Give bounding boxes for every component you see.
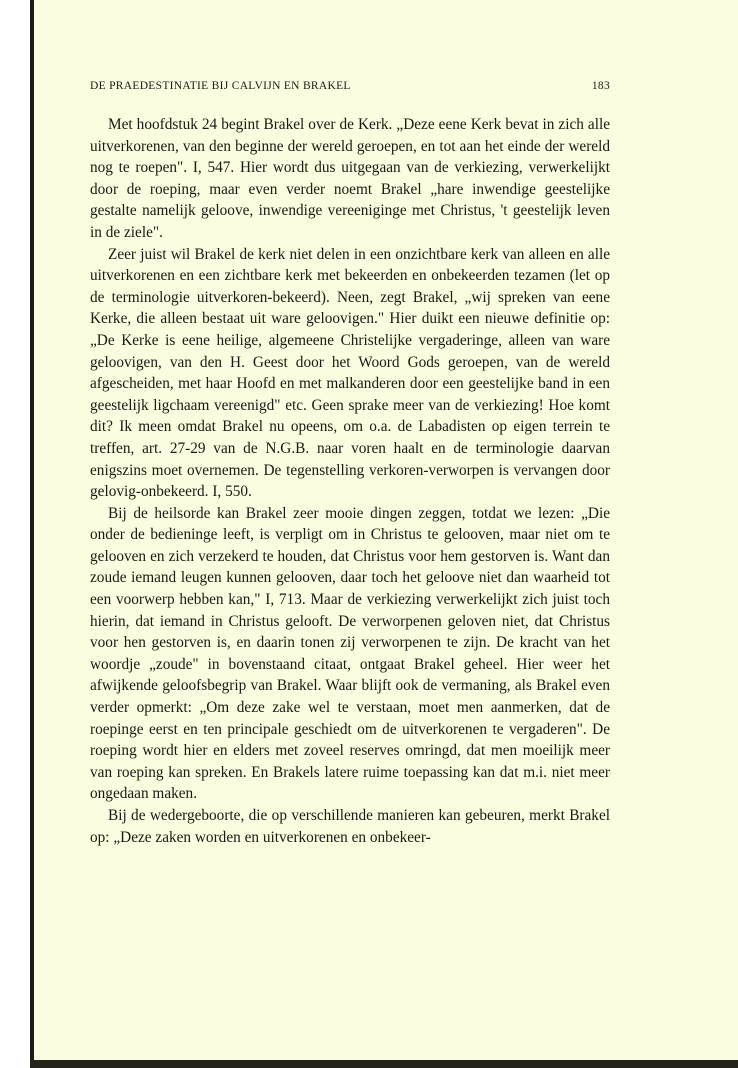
- running-head: [90, 80, 610, 98]
- paragraph: Met hoofdstuk 24 begint Brakel over de Kerk. „Deze eene Kerk bevat in zich alle uitverkorenen, van den beginne der wereld geroepen, en tot aan het einde der wereld nog te roepen". I, 547. Hier wordt dus uitgegaan van de verkiezing, verwerkelijkt door de roeping, maar even verder noemt Brakel „hare inwendige geestelijke gestalte namelijk geloove, inwendige vereeniginge met Christus, 't geestelijk leven in de ziele".: [90, 116, 610, 241]
- paragraph: Bij de wedergeboorte, die op verschillende manieren kan gebeuren, merkt Brakel op: „Deze zaken worden en uitverkorenen en onbekeer-: [90, 807, 610, 846]
- page-number: 183: [591, 80, 610, 92]
- scan-margin: [0, 0, 34, 1068]
- body-text: [90, 114, 610, 848]
- paragraph: Bij de heilsorde kan Brakel zeer mooie dingen zeggen, totdat we lezen: „Die onder de bedieninge leeft, is verpligt om in Christus te gelooven, maar niet om te gelooven en zich verzekerd te houden, dat Christus voor hem gestorven is. Want dan zoude iemand leugen kunnen gelooven, daar toch het geloove niet dan waarheid tot een voorwerp hebben kan," I, 713. Maar de verkiezing verwerkelijkt zich juist toch hierin, dat iemand in Christus gelooft. De verworpenen geloven niet, dat Christus voor hen gestorven is, en daarin tonen zij verworpenen te zijn. De kracht van het woordje „zoude" in bovenstaand citaat, ontgaat Brakel geheel. Hier weer het afwijkende geloofsbegrip van Brakel. Waar blijft ook de vermaning, als Brakel even verder opmerkt: „Om deze zake wel te verstaan, moet men aanmerken, dat de roepinge eerst en ten principale geschiedt om de uitverkorenen te vergaderen". De roeping wordt hier en elders met zoveel reserves omringd, dat men moeilijk meer van roeping kan spreken. En Brakels latere ruime toepassing kan dat m.i. niet meer ongedaan maken.: [90, 504, 610, 803]
- running-title: DE PRAEDESTINATIE BIJ CALVIJN EN BRAKEL: [90, 80, 351, 92]
- scan-border-bottom: [30, 1060, 738, 1068]
- paragraph: Zeer juist wil Brakel de kerk niet delen in een onzichtbare kerk van alleen en alle uitverkorenen en een zichtbare kerk met bekeerden en onbekeerden tezamen (let op de terminologie uitverkoren-bekeerd). Neen, zegt Brakel, „wij spreken van eene Kerke, die alleen bestaat uit ware geloovigen." Hier duikt een nieuwe definitie op: „De Kerke is eene heilige, algemeene Christelijke vergaderinge, alleen van ware geloovigen, van den H. Geest door het Woord Gods geroepen, van de wereld afgescheiden, met haar Hoofd en met malkanderen door een geestelijke band in een geestelijk ligchaam vereenigd" etc. Geen sprake meer van de verkiezing! Hoe komt dit? Ik meen omdat Brakel nu opeens, om o.a. de Labadisten op eigen terrein te treffen, art. 27-29 van de N.G.B. naar voren haalt en de terminologie daarvan enigszins moet overnemen. De tegenstelling verkoren-verworpen is vervangen door gelovig-onbekeerd. I, 550.: [90, 245, 610, 501]
